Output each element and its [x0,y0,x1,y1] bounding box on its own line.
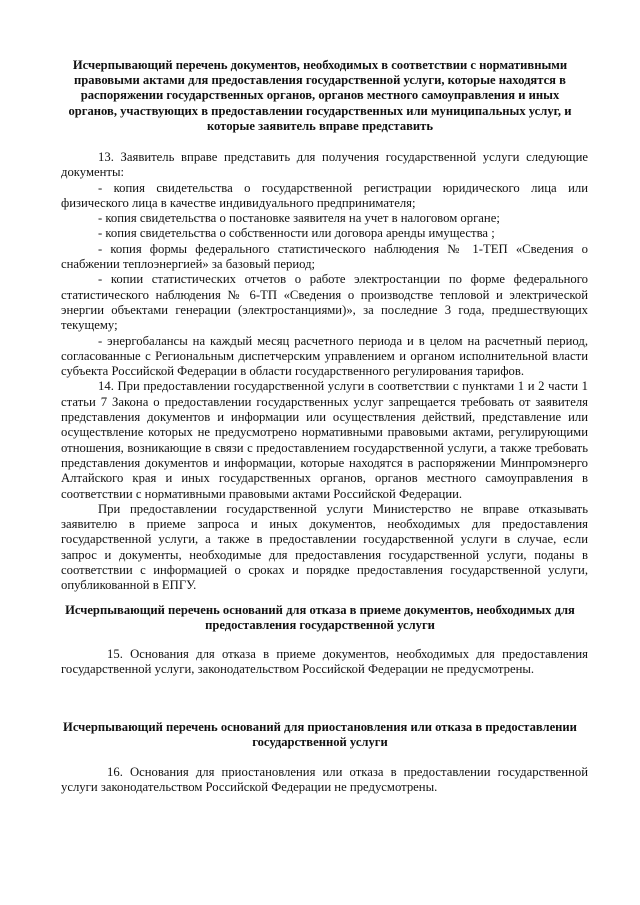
list-item-energy-balances: - энергобалансы на каждый месяц расчетного периода и в целом на расчетный период, согласованные с Региональным диспетчерским управлением и органом исполнительной власти субъекта Российской Федерации в области государственного регулирования тарифов. [61,333,588,379]
list-item-form-1-tep: - копия формы федерального статистического наблюдения № 1-ТЕП «Сведения о снабжении теплоэнергией» за базовый период; [61,241,588,272]
section-body-refusal-service [61,765,588,796]
section-heading-documents: Исчерпывающий перечень документов, необходимых в соответствии с нормативными правовыми актами для предоставления государственной услуги, которые находятся в распоряжении государственных органов, органов местного самоуправления и иных органов, участвующих в предоставлении государственных или муниципальных услуг, и которые заявитель вправе представить [68,58,572,133]
paragraph-13: 13. Заявитель вправе представить для получения государственной услуги следующие документы: [61,150,588,180]
section-heading-refusal-service: Исчерпывающий перечень оснований для приостановления или отказа в предоставлении государственной услуги [63,720,577,750]
section-heading-refusal-documents: Исчерпывающий перечень оснований для отказа в приеме документов, необходимых для предоставления государственной услуги [65,603,575,633]
paragraph-16: 16. Основания для приостановления или отказа в предоставлении государственной услуги законодательством Российской Федерации не предусмотрены. [61,765,588,795]
section-body-refusal-documents [61,647,588,678]
list-item-form-6-tp: - копии статистических отчетов о работе электростанции по форме федерального статистического наблюдения № 6-ТП «Сведения о производстве тепловой и электрической энергии объектами генерации (электростанциями)», за последние 3 года, предшествующих текущему; [61,272,588,333]
paragraph-ministry-obligations: При предоставлении государственной услуги Министерство не вправе отказывать заявителю в приеме запроса и иных документов, необходимых для предоставления государственной услуги, а также в предоставлении государственной услуги в случае, если запрос и документы, необходимые для предоставления государственной услуги, поданы в соответствии с информацией о сроках и порядке предоставления государственной услуги, опубликованной в ЕПГУ. [61,501,588,593]
list-item-property-certificate: - копия свидетельства о собственности или договора аренды имущества ; [98,226,495,241]
paragraph-14: 14. При предоставлении государственной услуги в соответствии с пунктами 1 и 2 части 1 статьи 7 Закона о предоставлении государственных услуг запрещается требовать от заявителя представления документов и информации или осуществления действий, представление или осуществление которых не предусмотрено нормативными правовыми актами, регулирующими отношения, возникающие в связи с предоставлением государственной услуги, а также требовать представления документов и информации, которые находятся в распоряжении Минпромэнерго Алтайского края и иных государственных органов, органов местного самоуправления в соответствии с нормативными правовыми актами Российской Федерации. [61,379,588,501]
paragraph-15: 15. Основания для отказа в приеме документов, необходимых для предоставления государственной услуги, законодательством Российской Федерации не предусмотрены. [61,647,588,677]
section-body-documents [61,150,588,594]
list-item-tax-certificate: - копия свидетельства о постановке заявителя на учет в налоговом органе; [98,211,500,226]
list-item-registration-certificate: - копия свидетельства о государственной регистрации юридического лица или физического лица в качестве индивидуального предпринимателя; [61,180,588,210]
